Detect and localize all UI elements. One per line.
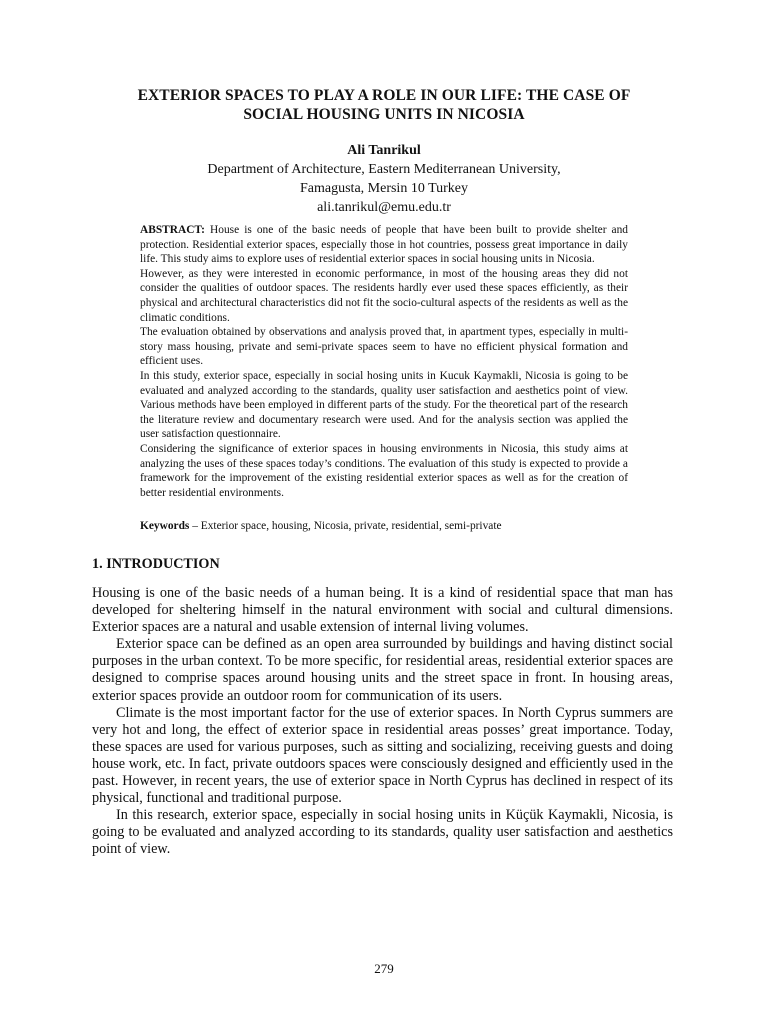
intro-paragraph-1: Housing is one of the basic needs of a human being. It is a kind of residential space that man has developed for sheltering himself in the natural environment with social and cultural dimensions. Exterior spaces are a natural and usable extension of internal living volumes.: [92, 585, 673, 636]
abstract-text-1: House is one of the basic needs of people that have been built to provide shelter and protection. Residential exterior spaces, especially those in hot countries, possess great importance in daily life. This study aims to explore uses of residential exterior spaces in social housing units in Nicosia.: [140, 224, 628, 266]
abstract-paragraph-5: Considering the significance of exterior spaces in housing environments in Nicosia, this study aims at analyzing the uses of these spaces today’s conditions. The evaluation of this study is expected to provide a framework for the improvement of the existing residential exterior spaces as well as for the creation of better residential environments.: [140, 442, 628, 499]
abstract: [140, 223, 628, 500]
abstract-paragraph-4: In this study, exterior space, especially in social hosing units in Kucuk Kaymakli, Nicosia is going to be evaluated and analyzed according to the standards, quality user satisfaction and aesthetics point of view. Various methods have been employed in different parts of the study. For the theoretical part of the research the literature review and documentary research were used. And for the analysis section was applied the user satisfaction questionnaire.: [140, 369, 628, 441]
abstract-label: ABSTRACT:: [140, 224, 205, 236]
section-heading-introduction: 1. INTRODUCTION: [92, 556, 220, 572]
author-email: ali.tanrikul@emu.edu.tr: [317, 200, 451, 215]
intro-paragraph-3: Climate is the most important factor for the use of exterior spaces. In North Cyprus summers are very hot and long, the effect of exterior space in residential areas posses’ great importance. Today, these spaces are used for various purposes, such as sitting and socializing, receiving guests and doing house work, etc. In fact, private outdoors spaces were consciously designed and efficiently used in the past. However, in recent years, the use of exterior space in North Cyprus has declined in respect of its physical, functional and traditional purpose.: [92, 704, 673, 807]
keywords-label: Keywords: [140, 520, 190, 532]
keywords: [140, 519, 628, 534]
paper-title: [60, 86, 708, 124]
keywords-text: – Exterior space, housing, Nicosia, private, residential, semi-private: [192, 520, 502, 532]
introduction-body: [92, 585, 673, 859]
page-number: 279: [374, 961, 394, 976]
abstract-paragraph-1: [140, 223, 628, 267]
abstract-paragraph-3: The evaluation obtained by observations and analysis proved that, in apartment types, especially in multi-story mass housing, private and semi-private spaces seem to have no efficient physical formation and efficient uses.: [140, 326, 628, 368]
intro-paragraph-4: In this research, exterior space, especially in social hosing units in Küçük Kaymakli, Nicosia, is going to be evaluated and analyzed according to its standards, quality user satisfaction and aesthetics point of view.: [92, 807, 673, 858]
title-line-2: SOCIAL HOUSING UNITS IN NICOSIA: [243, 106, 525, 123]
author-affiliation-line-1: Department of Architecture, Eastern Mediterranean University,: [207, 162, 561, 177]
author-affiliation-line-2: Famagusta, Mersin 10 Turkey: [300, 181, 468, 196]
author-block: [60, 141, 708, 217]
author-name: Ali Tanrikul: [347, 143, 421, 158]
abstract-paragraph-2: However, as they were interested in economic performance, in most of the housing areas they did not consider the qualities of outdoor spaces. The residents hardly ever used these spaces efficiently, as their physical and architectural characteristics did not fit the socio-cultural aspects of the residents as well as the climatic conditions.: [140, 267, 628, 324]
intro-paragraph-2: Exterior space can be defined as an open area surrounded by buildings and having distinct social purposes in the urban context. To be more specific, for residential areas, residential exterior spaces are designed to comprise spaces around housing units and the street space in front. In housing areas, exterior spaces provide an outdoor room for communication of its users.: [92, 636, 673, 704]
title-line-1: EXTERIOR SPACES TO PLAY A ROLE IN OUR LIFE: THE CASE OF: [137, 87, 631, 104]
